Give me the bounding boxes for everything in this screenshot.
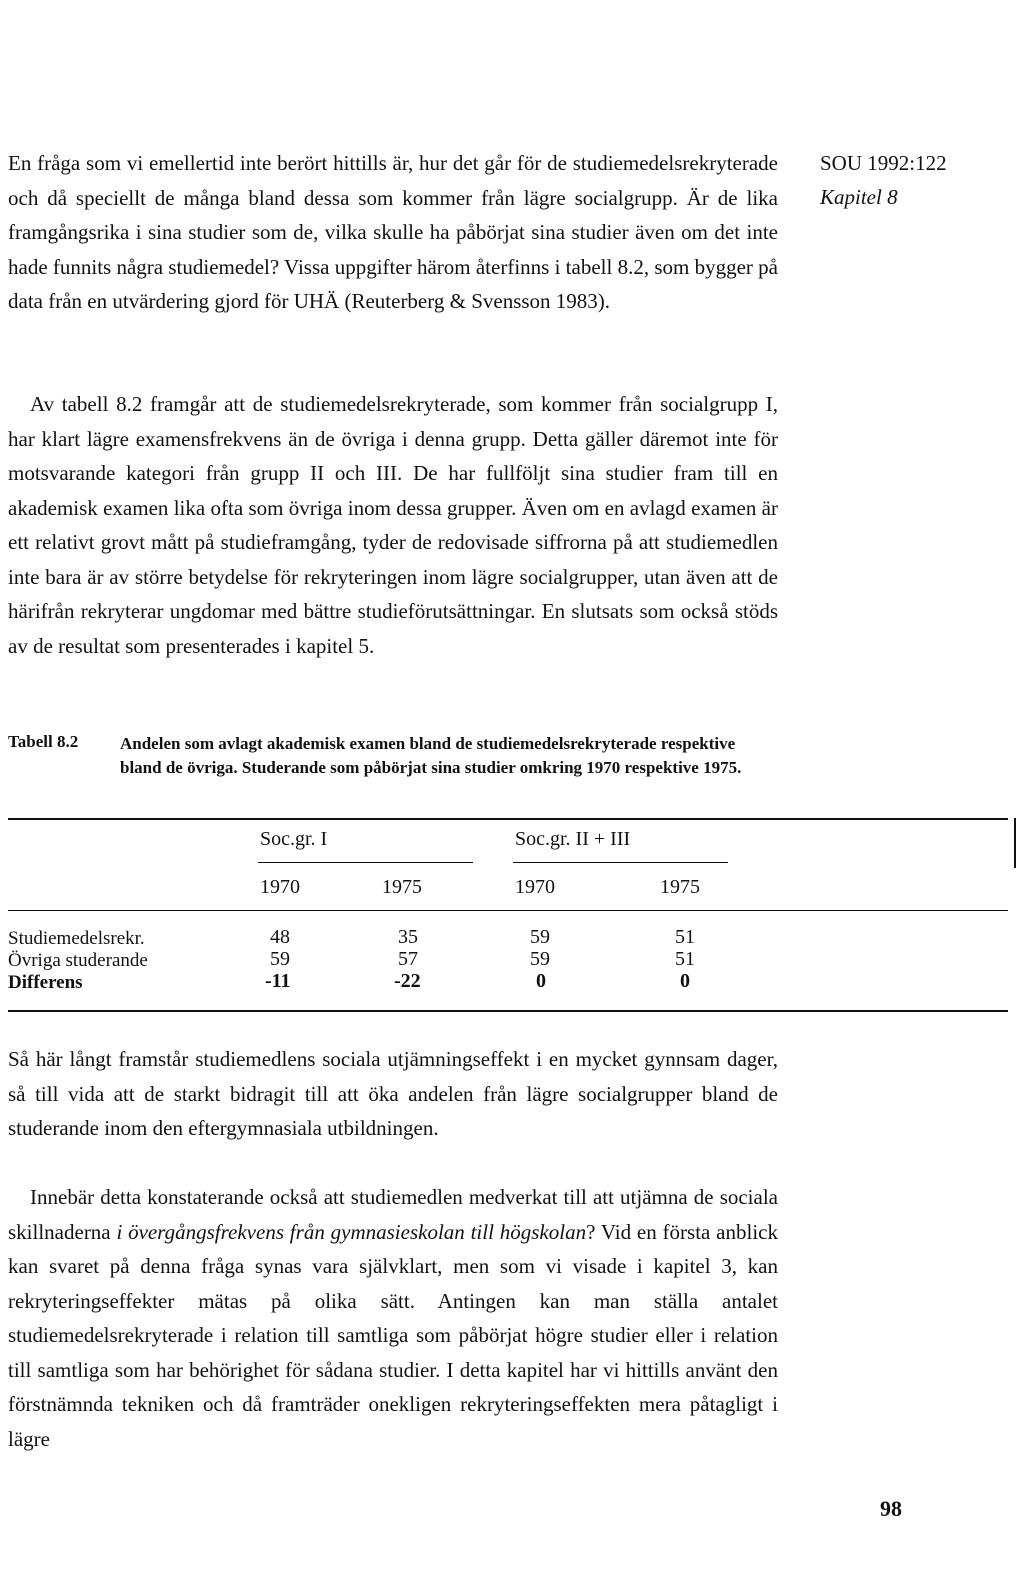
paragraph-4 [8,1180,778,1456]
row-label: Studiemedelsrekr. [8,928,145,949]
paragraph-4-text-a: Innebär detta konstaterande också att studiemedlen medverkat till att utjämna de sociala skillnaderna [8,1185,778,1244]
group-header-2: Soc.gr. II + III [515,828,631,850]
chapter-label: Kapitel 8 [820,185,898,209]
page-number: 98 [880,1496,902,1521]
table-caption: Andelen som avlagt akademisk examen bland de studiemedelsrekryterade respektive bland de övriga. Studerande som påbörjat sina studier omkring 1970 respektive 1975. [120,734,742,777]
paragraph-4-italic: i övergångsfrekvens från gymnasieskolan till högskolan [116,1219,587,1244]
row-label: Övriga studerande [8,950,148,971]
table-cell: 51 [675,948,695,970]
year-header-3: 1970 [515,876,555,898]
year-header-1: 1970 [260,876,300,898]
table-cell: -11 [265,970,291,992]
group-header-1: Soc.gr. I [260,828,328,850]
table-bottom-rule [8,1010,1008,1012]
table-cell: 59 [270,948,290,970]
table-cell: 51 [675,926,695,948]
year-header-4: 1975 [660,876,700,898]
paragraph-2 [8,387,778,663]
table-cell: 57 [398,948,418,970]
table-top-rule [8,818,1008,820]
paragraph-1: En fråga som vi emellertid inte berört hittills är, hur det går för de studiemedelsrekryterade och då speciellt de många bland dessa som kommer från lägre socialgrupp. Är de lika framgångsrika i sina studier som de, vilka skulle ha påbörjat sina studier även om det inte hade funnits några studiemedel? Vissa uppgifter härom återfinns i tabell 8.2, som bygger på data från en utvärdering gjord för UHÄ (Reuterberg & Svensson 1983). [8,151,778,313]
paragraph-3: Så här långt framstår studiemedlens sociala utjämningseffekt i en mycket gynnsam dager, så till vida att de starkt bidragit till att öka andelen från lägre socialgrupper bland de studerande inom den eftergymnasiala utbildningen. [8,1047,778,1140]
sidebar-note [820,146,947,214]
row-label: Differens [8,972,83,993]
table-cell: -22 [394,970,421,992]
paragraph-2-text: Av tabell 8.2 framgår att de studiemedelsrekryterade, som kommer från socialgrupp I, har klart lägre examensfrekvens än de övriga i denna grupp. Detta gäller däremot inte för motsvarande kategori från grupp II och III. De har fullföljt sina studier fram till en akademisk examen lika ofta som övriga inom dessa grupper. Även om en avlagd examen är ett relativt grovt mått på studieframgång, tyder de redovisade siffrorna på att studiemedlen inte bara är av större betydelse för rekryteringen inom lägre socialgrupper, utan även att de härifrån rekryterar ungdomar med bättre studieförutsättningar. En slutsats som också stöds av de resultat som presenterades i kapitel 5. [8,392,778,658]
table-cell: 0 [680,970,690,992]
table-cell: 35 [398,926,418,948]
table-cell: 0 [536,970,546,992]
table-cell: 59 [530,926,550,948]
year-header-2: 1975 [382,876,422,898]
group-1-underline [258,862,473,863]
table-cell: 48 [270,926,290,948]
table-header-rule [8,910,1008,911]
report-id: SOU 1992:122 [820,151,947,175]
group-2-underline [513,862,728,863]
table-label: Tabell 8.2 [8,732,79,751]
table-cell: 59 [530,948,550,970]
paragraph-4-text-b: ? Vid en första anblick kan svaret på denna fråga synas vara självklart, men som vi visade i kapitel 3, kan rekryteringseffekter mätas på olika sätt. Antingen kan man ställa antalet studiemedelsrekryterade i relation till samtliga som påbörjat högre studier eller i relation till samtliga som har behörighet för sådana studier. I detta kapitel har vi hittills använt den förstnämnda tekniken och då framträder onekligen rekryteringseffekten mera påtagligt i lägre [8,1219,778,1451]
table-side-rule [1014,818,1016,868]
